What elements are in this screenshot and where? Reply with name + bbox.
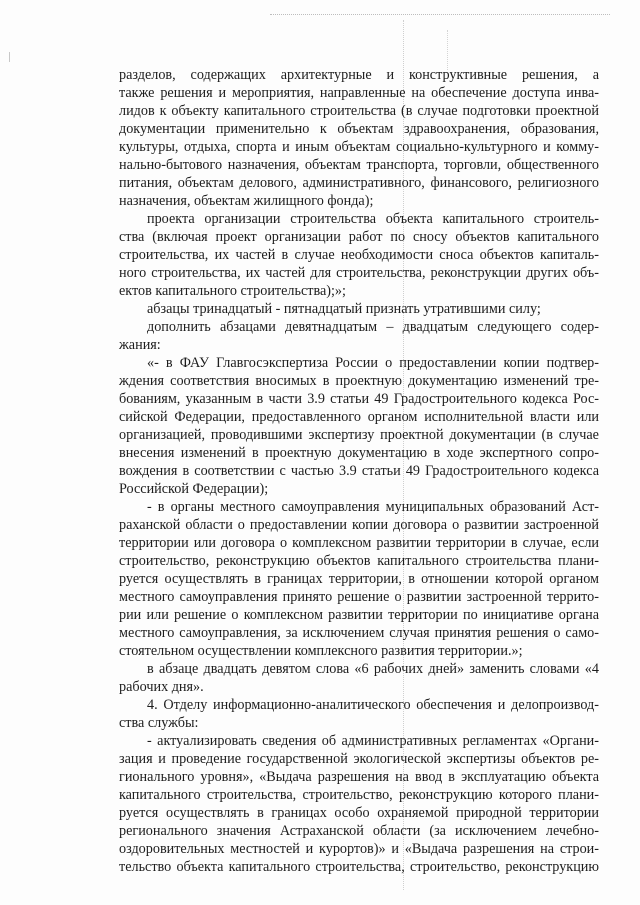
document-line: строительство, реконструкцию объектов капитального строительства плани-	[119, 553, 599, 569]
document-line: - актуализировать сведения об административных регламентах «Органи-	[147, 733, 599, 749]
document-line: стоятельном осуществлении комплексного развития территории.»;	[119, 643, 523, 659]
document-line: территории или договора о комплексном развитии территории в случае, если	[119, 535, 599, 551]
document-line: регионального значения Астраханской области (за исключением лечебно-	[119, 823, 599, 839]
document-line: гионального уровня», «Выдача разрешения на ввод в эксплуатацию объекта	[119, 769, 599, 785]
document-line: капитального строительства, строительство, реконструкцию которого плани-	[119, 787, 599, 803]
document-line: тельство объекта капитального строительства, строительство, реконструкцию	[119, 859, 599, 875]
document-line: строительства, их частей в случае необходимости сноса объектов капиталь-	[119, 247, 599, 263]
document-line: руется осуществлять в границах особо охраняемой природной территории	[119, 805, 599, 821]
document-line: также решения и мероприятия, направленные на обеспечение доступа инва-	[119, 85, 599, 101]
scan-fold-line-short	[447, 30, 448, 70]
document-line: местного самоуправления принято решение о развитии застроенной террито-	[119, 589, 599, 605]
document-line: ного строительства, их частей для строительства, реконструкции других объ-	[119, 265, 599, 281]
document-line: оздоровительных местностей и курортов)» и «Выдача разрешения на строи-	[119, 841, 599, 857]
document-line: питания, объектам делового, административного, финансового, религиозного	[119, 175, 599, 191]
document-line: ства службы:	[119, 715, 199, 731]
document-line: дополнить абзацами девятнадцатым – двадцатым следующего содер-	[147, 319, 599, 335]
document-line: в абзаце двадцать девятом слова «6 рабочих дней» заменить словами «4	[147, 661, 599, 677]
document-line: проекта организации строительства объекта капитального строитель-	[147, 211, 599, 227]
document-line: бованиям, указанным в части 3.9 статьи 49 Градостроительного кодекса Рос-	[119, 391, 599, 407]
document-line: рабочих дня».	[119, 679, 204, 695]
document-line: организацией, проводившими экспертизу проектной документации (в случае	[119, 427, 599, 443]
document-line: зация и проведение государственной экологической экспертизы объектов ре-	[119, 751, 599, 767]
document-line: сийской Федерации, предоставленного органом исполнительной власти или	[119, 409, 599, 425]
document-line: местного самоуправления, за исключением случая принятия решения о само-	[119, 625, 599, 641]
document-line: лидов к объекту капитального строительства (в случае подготовки проектной	[119, 103, 599, 119]
document-line: вождения в соответствии с частью 3.9 статьи 49 Градостроительного кодекса	[119, 463, 599, 479]
document-line: рии или решение о комплексном развитии территории по инициативе органа	[119, 607, 599, 623]
document-line: «- в ФАУ Главгосэкспертиза России о предоставлении копии подтвер-	[147, 355, 599, 371]
document-line: документации применительно к объектам здравоохранения, образования,	[119, 121, 599, 137]
margin-mark	[9, 52, 13, 62]
document-line: ектов капитального строительства);»;	[119, 283, 346, 299]
document-line: нально-бытового назначения, объектам транспорта, торговли, общественного	[119, 157, 599, 173]
document-body	[119, 66, 599, 876]
document-line: жания:	[119, 337, 161, 353]
document-line: внесения изменений в проектную документацию в ходе экспертного сопро-	[119, 445, 599, 461]
document-line: руется осуществлять в границах территории, в отношении которой органом	[119, 571, 599, 587]
document-line: - в органы местного самоуправления муниципальных образований Аст-	[147, 499, 599, 515]
document-line: разделов, содержащих архитектурные и конструктивные решения, а	[119, 67, 599, 83]
document-line: 4. Отделу информационно-аналитического обеспечения и делопроизвод-	[147, 697, 599, 713]
document-line: ства (включая проект организации работ по сносу объектов капитального	[119, 229, 599, 245]
document-line: раханской области о предоставлении копии договора о развитии застроенной	[119, 517, 599, 533]
document-line: абзацы тринадцатый - пятнадцатый признать утратившими силу;	[147, 301, 541, 317]
scan-edge-line	[270, 14, 610, 16]
document-line: назначения, объектам жилищного фонда);	[119, 193, 374, 209]
document-line: Российской Федерации);	[119, 481, 269, 497]
document-line: культуры, отдыха, спорта и иным объектам социально-культурного и комму-	[119, 139, 599, 155]
document-line: ждения соответствия вносимых в проектную документацию изменений тре-	[119, 373, 599, 389]
